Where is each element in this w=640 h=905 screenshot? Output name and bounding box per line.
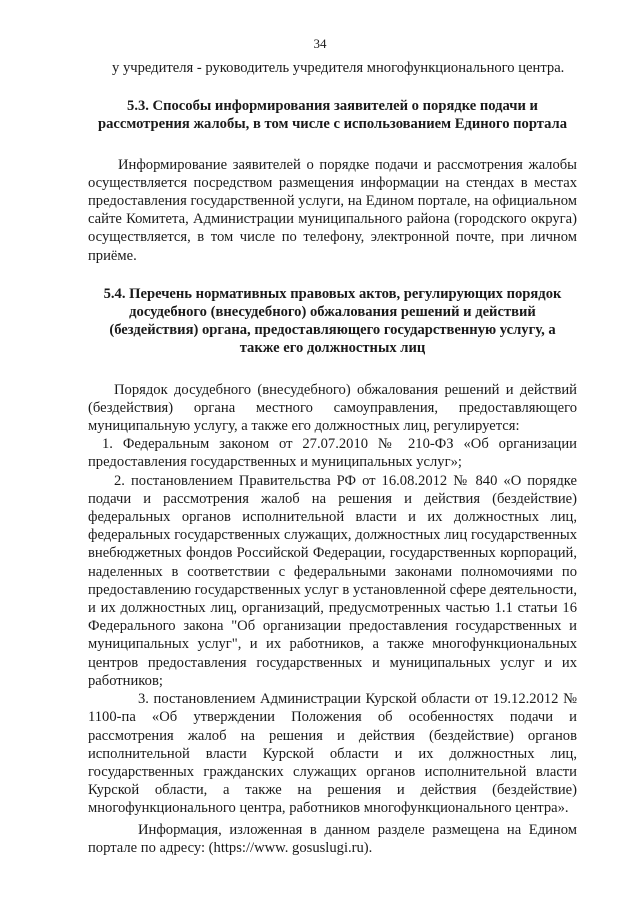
page-number: 34 [313,36,327,51]
spacer [88,265,577,285]
legal-act-item: 3. постановлением Администрации Курской области от 19.12.2012 № 1100-па «Об утверждении Положения об особенностях подачи и рассмотрения жалоб на решения и действия (бездействие) органов исполнительной власти Курской области и их должностных лиц, государственных гражданских служащих органов исполнительной власти Курской области, а также на решения и действия (бездействие) многофункционального центра, работников многофункционального центра». [88,691,577,817]
document-body [88,59,577,857]
spacer [88,134,577,156]
intro-paragraph: у учредителя - руководитель учредителя многофункционального центра. [112,60,565,76]
section-5-3-heading: 5.3. Способы информирования заявителей о порядке подачи и рассмотрения жалобы, в том числе с использованием Единого портала [97,98,568,133]
legal-act-item: 2. постановлением Правительства РФ от 16.08.2012 № 840 «О порядке подачи и рассмотрения жалоб на решения и действия (бездействие) федеральных органов исполнительной власти и их должностных лиц, федеральных государственных служащих, должностных лиц государственных внебюджетных фондов Российской Федерации, государственных корпораций, наделенных в соответствии с федеральными законами полномочиями по предоставлению государственных услуг в установленной сфере деятельности, и их должностных лиц, организаций, предусмотренных частью 1.1 статьи 16 Федерального закона "Об организации предоставления государственных и муниципальных услуг", и их работников, а также многофункциональных центров предоставления государственных и муниципальных услуг и их работников; [88,472,577,689]
section-5-4-lead-paragraph: Порядок досудебного (внесудебного) обжалования решений и действий (бездействия) органа местного самоуправления, предоставляющего муниципальную услугу, а также его должностных лиц, регулируется: [88,381,577,435]
section-5-4-heading: 5.4. Перечень нормативных правовых актов, регулирующих порядок досудебного (внесудебного) обжалования решений и действий (бездействия) органа, предоставляющего государственную услугу, а также его должностных лиц [103,285,562,357]
section-5-3-paragraph: Информирование заявителей о порядке подачи и рассмотрения жалобы осуществляется посредством размещения информации на стендах в местах предоставления государственной услуги, на Едином портале, на официальном сайте Комитета, Администрации муниципального района (городского округа) осуществляется, в том числе по телефону, электронной почте, при личном приёме. [88,156,577,264]
legal-act-item: 1. Федеральным законом от 27.07.2010 № 210-ФЗ «Об организации предоставления государственных и муниципальных услуг»; [88,436,577,471]
portal-info-paragraph: Информация, изложенная в данном разделе размещена на Едином портале по адресу: (https://www. gosuslugi.ru). [88,821,577,856]
spacer [88,77,577,97]
spacer [88,358,577,381]
